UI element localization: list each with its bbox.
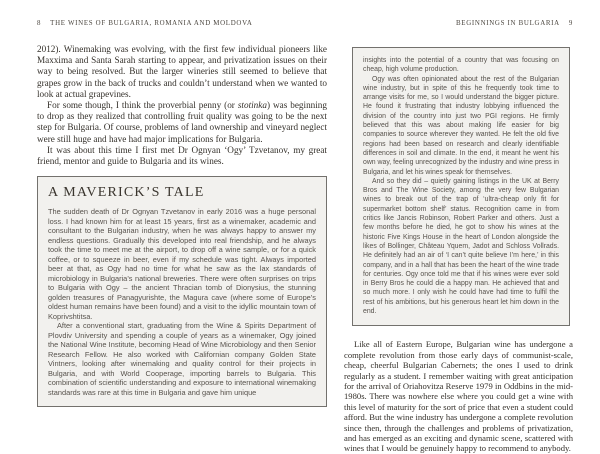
box-paragraph: And so they did – quietly gaining listings in the UK at Berry Bros and The Wine Society, among the very few Bulgarian wines to break out of the trap of ‘ultra-cheap only fit for supermarket bottom shelf’ status. Recognition came in from critics like Jancis Robinson, Robert Parker and others. Just a few months before he died, he got to show his wines at the historic Five Kings House in the heart of London alongside the likes of Bollinger, Château Yquem, Jadot and Schloss Vollrads. He definitely had an air of ‘I can’t quite believe I’m here,’ in this company, and in a hall that has been the heart of the wine trade for centuries. Ogy once told me that if his wines were ever sold in Berry Bros he could die a happy man. He achieved that and so much more. I only wish he could have had time to fulfil the rest of his ambitions, but his generous heart let him down in the end. <box>363 177 559 316</box>
page-number-left: 8 <box>37 20 42 27</box>
box-title: A MAVERICK’S TALE <box>48 185 205 201</box>
box-paragraph: After a conventional start, graduating from the Wine & Spirits Department of Plovdiv University and spending a couple of years as a winemaker, Ogy joined the National Wine Institute, becoming Head of Wine Microbiology and then Senior Research Fellow. He also worked with Californian company Golden State Vintners, looking after winemaking and quality control for their projects in Bulgaria, and with World Cooperage, importing barrels to Bulgaria. This combination of scientific understanding and exposure to international winemaking standards was rare at this time in Bulgaria and gave him unique <box>48 321 316 397</box>
paragraph: It was about this time I first met Dr Ognyan ‘Ogy’ Tzvetanov, my great friend, mentor and guide to Bulgaria and its wines. <box>37 144 327 167</box>
page-number-right: 9 <box>568 20 573 27</box>
paragraph <box>37 100 327 145</box>
maverick-tale-box <box>37 176 327 407</box>
paragraph-text: For some though, I think the proverbial penny (or <box>47 100 238 111</box>
running-head-left <box>37 20 327 27</box>
paragraph-text: ) was beginning to drop as they realized that controlling fruit quality was going to be the next step for Bulgaria. Of course, problems of land ownership and vineyard neglect were still huge and have had major implications for Bulgaria. <box>37 100 327 144</box>
running-head-right <box>344 20 573 27</box>
box-paragraph: insights into the potential of a country that was focusing on cheap, high volume production. <box>363 57 559 74</box>
page-right <box>344 20 573 454</box>
running-title-right: BEGINNINGS IN BULGARIA <box>456 20 560 27</box>
maverick-tale-box-continued <box>352 47 570 326</box>
running-title-left: THE WINES OF BULGARIA, ROMANIA AND MOLDOVA <box>50 20 253 27</box>
box-paragraph: Ogy was often opinionated about the rest of the Bulgarian wine industry, but in spite of this he frequently took time to arrange visits for me, so I would understand the bigger picture. He found it frustrating that industry lobbying influenced the division of the country into just two PGI regions. He firmly believed that this was about making life easier for big companies to source wherever they wanted. He felt the old five regions had been based on research and clearly identifiable differences in soil and climate. In the end, it meant he went his own way, feeling unrecognized by the industry and wine press in Bulgaria, and let his wines speak for themselves. <box>363 75 559 176</box>
left-body-text <box>37 44 327 167</box>
right-body-text <box>344 339 573 453</box>
box-paragraph: The sudden death of Dr Ognyan Tzvetanov in early 2016 was a huge personal loss. I had known him for at least 15 years, first as a winemaker, academic and consultant to the Bulgarian industry, when he was always happy to answer my endless questions. Gradually this developed into real friendship, and he always took the time to meet me at the airport, to drop off a wine sample, or for a quick coffee, or to squeeze in beer, even if my schedule was tight. Always imported beer at that, as Ogy had no time for what he saw as the lax standards of microbiology in Bulgaria’s national breweries. There were often surprises on trips to Bulgaria with Ogy – the ancient Thracian tomb of Dionysius, the stunning golden treasures of Panagyurishte, the Magura cave (where some of Europe’s oldest human remains have been found) and a visit to the idyllic mountain town of Koprivshtitsa. <box>48 207 316 321</box>
page-left <box>37 20 327 407</box>
italic-term: stotinka <box>237 100 267 111</box>
paragraph: Like all of Eastern Europe, Bulgarian wine has undergone a complete revolution from those early days of communist-scale, cheap, cheerful Bulgarian Cabernets; the ones I used to drink regularly as a student. I remember waiting with great anticipation for the arrival of Oriahovitza Reserve 1979 in Oddbins in the mid-1980s. There was nowhere else where you could get a wine with this level of maturity for the sort of price that even a student could afford. But the wine industry has undergone a complete revolution since then, through the challenges and problems of privatization, and has emerged as an exciting and dynamic scene, scattered with wines that I would be genuinely happy to recommend to anybody. <box>344 339 573 454</box>
paragraph: 2012). Winemaking was evolving, with the first few individual pioneers like Maxxima and Santa Sarah starting to appear, and privatization issues on their way to being resolved. But the larger wineries still seemed to believe that grapes grow in the back of trucks and couldn’t understand when we wanted to look at actual grapevines. <box>37 44 327 99</box>
